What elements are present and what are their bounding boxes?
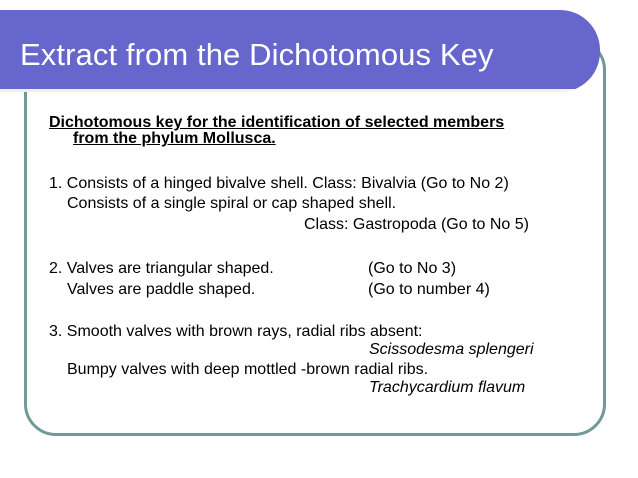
key-heading-line-2: from the phylum Mollusca.	[73, 130, 276, 147]
key-3-option-a: 3. Smooth valves with brown rays, radial ribs absent:	[49, 323, 423, 340]
slide-title: Extract from the Dichotomous Key	[20, 37, 494, 72]
key-3-option-a-species: Scissodesma splengeri	[369, 341, 534, 358]
key-3-option-b: Bumpy valves with deep mottled -brown radial ribs.	[67, 361, 429, 378]
key-heading-line-1: Dichotomous key for the identification of selected members	[49, 114, 505, 131]
key-2-option-b-goto: (Go to number 4)	[368, 281, 490, 298]
key-1-option-a: 1. Consists of a hinged bivalve shell. Class: Bivalvia (Go to No 2)	[49, 175, 509, 192]
key-2-option-b: Valves are paddle shaped.	[67, 281, 256, 298]
key-1-option-b: Consists of a single spiral or cap shaped shell.	[67, 195, 397, 212]
key-3-option-b-species: Trachycardium flavum	[369, 379, 526, 396]
key-1-option-b-class: Class: Gastropoda (Go to No 5)	[304, 216, 529, 233]
key-2-option-a-goto: (Go to No 3)	[368, 260, 457, 277]
key-2-option-a: 2. Valves are triangular shaped.	[49, 260, 274, 277]
